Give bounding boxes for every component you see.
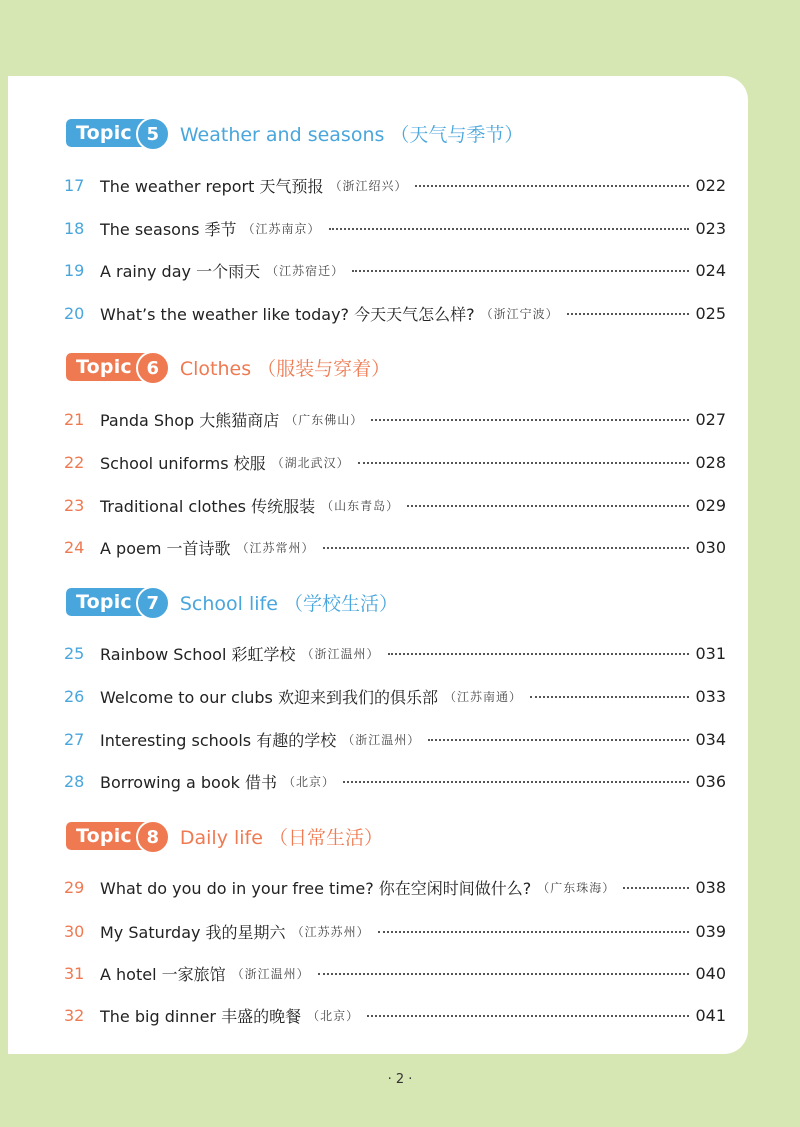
entry-place: （北京） [282, 774, 335, 789]
dot-leader [367, 1015, 689, 1017]
toc-entry[interactable] [64, 173, 726, 197]
toc-entry[interactable] [64, 684, 726, 708]
entry-title: A rainy day 一个雨天 [100, 261, 261, 281]
entry-index: 32 [64, 1005, 85, 1025]
topic-badge-label: Topic [76, 356, 132, 378]
entry-page: 040 [695, 963, 726, 983]
entry-index: 20 [64, 303, 85, 323]
toc-entry[interactable] [64, 450, 726, 474]
entry-index: 17 [64, 175, 85, 195]
topic-badge [66, 822, 166, 850]
entry-title: The weather report 天气预报 [100, 176, 324, 196]
entry-title: A poem 一首诗歌 [100, 538, 231, 558]
content-panel [8, 76, 748, 1054]
entry-place: （浙江温州） [301, 646, 380, 661]
toc-entry[interactable] [64, 919, 726, 943]
entry-index: 24 [64, 537, 85, 557]
toc-entry[interactable] [64, 727, 726, 751]
dot-leader [343, 781, 689, 783]
page-number: · 2 · [387, 1072, 413, 1087]
toc-entry[interactable] [64, 875, 726, 899]
entry-index: 21 [64, 409, 85, 429]
entry-page: 033 [695, 686, 726, 706]
toc-entry[interactable] [64, 769, 726, 793]
toc-entry[interactable] [64, 301, 726, 325]
entry-page: 031 [695, 643, 726, 663]
entry-place: （江苏南通） [443, 689, 522, 704]
entry-page: 025 [695, 303, 726, 323]
entry-title: Interesting schools 有趣的学校 [100, 730, 337, 750]
entry-place: （浙江宁波） [480, 306, 559, 321]
topic-title: Weather and seasons （天气与季节） [179, 123, 524, 146]
entry-title: Panda Shop 大熊猫商店 [100, 410, 280, 430]
entry-place: （江苏苏州） [291, 924, 370, 939]
dot-leader [329, 228, 690, 230]
toc-entry[interactable] [64, 216, 726, 240]
dot-leader [388, 653, 690, 655]
dot-leader [371, 419, 689, 421]
topic-badge [66, 588, 166, 616]
topic-number: 7 [136, 586, 170, 620]
toc-entry[interactable] [64, 1003, 726, 1027]
toc-entry[interactable] [64, 535, 726, 559]
topic-title: School life （学校生活） [179, 592, 398, 615]
topic-title: Clothes （服装与穿着） [179, 357, 391, 380]
entry-place: （北京） [307, 1008, 360, 1023]
toc-entry[interactable] [64, 407, 726, 431]
dot-leader [378, 931, 690, 933]
entry-place: （浙江绍兴） [329, 178, 408, 193]
entry-title: School uniforms 校服 [100, 453, 266, 473]
dot-leader [358, 462, 690, 464]
topic-badge-label: Topic [76, 825, 132, 847]
topic-title: Daily life （日常生活） [179, 826, 383, 849]
dot-leader [530, 696, 689, 698]
entry-place: （江苏南京） [242, 221, 321, 236]
dot-leader [318, 973, 690, 975]
toc-entry[interactable] [64, 493, 726, 517]
dot-leader [323, 547, 690, 549]
entry-index: 31 [64, 963, 85, 983]
entry-page: 036 [695, 771, 726, 791]
dot-leader [428, 739, 689, 741]
entry-index: 28 [64, 771, 85, 791]
entry-place: （浙江温州） [231, 966, 310, 981]
topic-badge [66, 119, 166, 147]
entry-title: Traditional clothes 传统服装 [100, 496, 316, 516]
entry-place: （浙江温州） [342, 732, 421, 747]
entry-page: 027 [695, 409, 726, 429]
entry-place: （湖北武汉） [271, 455, 350, 470]
entry-title: The seasons 季节 [100, 219, 237, 239]
dot-leader [415, 185, 689, 187]
entry-place: （广东珠海） [537, 880, 616, 895]
entry-index: 22 [64, 452, 85, 472]
topic-header [66, 116, 523, 150]
entry-page: 028 [695, 452, 726, 472]
entry-place: （广东佛山） [285, 412, 364, 427]
topic-number: 8 [136, 820, 170, 854]
entry-title: What do you do in your free time? 你在空闲时间做什么? [100, 878, 532, 898]
entry-place: （江苏宿迁） [266, 263, 345, 278]
entry-place: （山东青岛） [321, 498, 400, 513]
toc-entry[interactable] [64, 961, 726, 985]
entry-page: 039 [695, 921, 726, 941]
entry-index: 18 [64, 218, 85, 238]
entry-title: Welcome to our clubs 欢迎来到我们的俱乐部 [100, 687, 438, 707]
entry-title: Rainbow School 彩虹学校 [100, 644, 296, 664]
entry-page: 023 [695, 218, 726, 238]
entry-index: 30 [64, 921, 85, 941]
entry-title: The big dinner 丰盛的晚餐 [100, 1006, 302, 1026]
toc-entry[interactable] [64, 641, 726, 665]
topic-header [66, 585, 398, 619]
dot-leader [407, 505, 689, 507]
dot-leader [567, 313, 690, 315]
entry-index: 23 [64, 495, 85, 515]
entry-title: Borrowing a book 借书 [100, 772, 277, 792]
entry-page: 041 [695, 1005, 726, 1025]
topic-header [66, 350, 390, 384]
entry-index: 26 [64, 686, 85, 706]
entry-page: 030 [695, 537, 726, 557]
entry-page: 022 [695, 175, 726, 195]
topic-number: 5 [136, 117, 170, 151]
dot-leader [623, 887, 689, 889]
topic-header [66, 819, 383, 853]
entry-title: A hotel 一家旅馆 [100, 964, 226, 984]
entry-index: 29 [64, 877, 85, 897]
topic-badge [66, 353, 166, 381]
entry-index: 25 [64, 643, 85, 663]
entry-place: （江苏常州） [236, 540, 315, 555]
entry-title: My Saturday 我的星期六 [100, 922, 286, 942]
entry-page: 034 [695, 729, 726, 749]
dot-leader [352, 270, 689, 272]
topic-badge-label: Topic [76, 122, 132, 144]
entry-page: 029 [695, 495, 726, 515]
topic-number: 6 [136, 351, 170, 385]
entry-index: 27 [64, 729, 85, 749]
entry-title: What’s the weather like today? 今天天气怎么样? [100, 304, 475, 324]
toc-entry[interactable] [64, 258, 726, 282]
entry-page: 024 [695, 260, 726, 280]
entry-page: 038 [695, 877, 726, 897]
entry-index: 19 [64, 260, 85, 280]
topic-badge-label: Topic [76, 591, 132, 613]
